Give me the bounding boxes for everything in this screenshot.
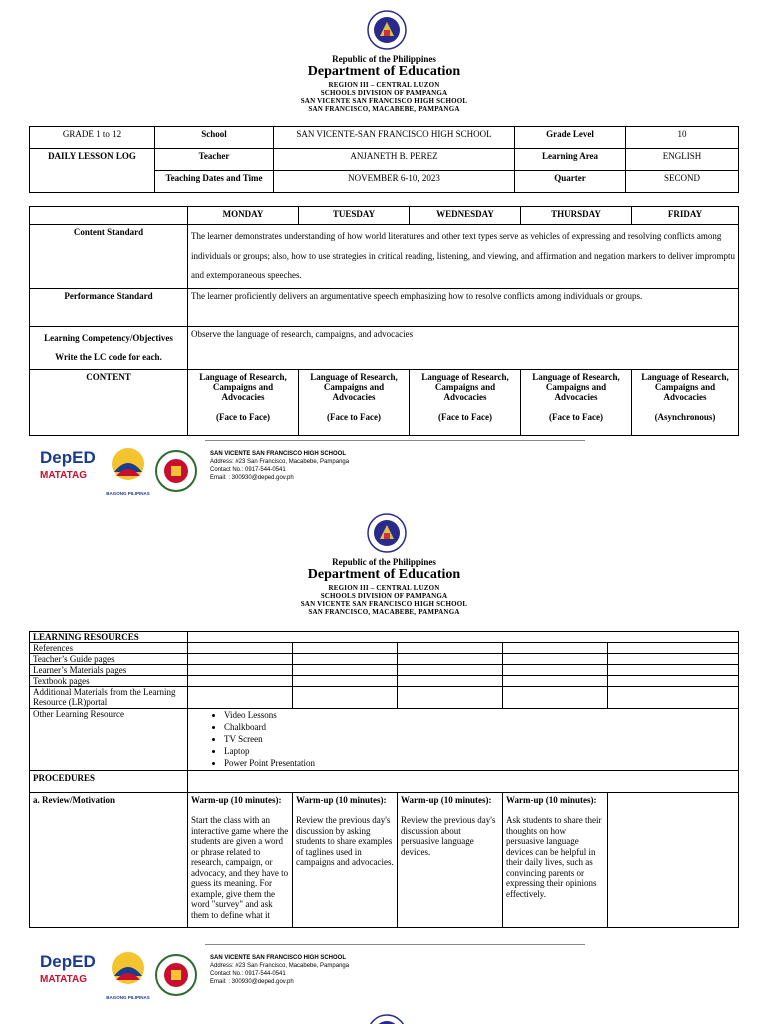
resource-cell [188, 643, 293, 654]
quarter-value: SECOND [626, 171, 739, 193]
competency-label-cell [30, 326, 188, 369]
content-mode: (Face to Face) [327, 411, 381, 422]
grade-level-label: Grade Level [515, 127, 626, 149]
content-topic: Language of Research, Campaigns and Advocacies [199, 371, 287, 402]
resource-cell [503, 676, 608, 687]
content-mode: (Face to Face) [438, 411, 492, 422]
department-heading: Department of Education [307, 567, 461, 582]
resource-cell [398, 665, 503, 676]
resource-cell [608, 676, 739, 687]
bagong-pilipinas-logo [106, 950, 150, 998]
competency-sub: Write the LC code for each. [55, 351, 162, 362]
content-topic: Language of Research, Campaigns and Advocacies [532, 371, 620, 402]
school-heading: SAN VICENTE SAN FRANCISCO HIGH SCHOOL [300, 600, 468, 608]
footer-school: SAN VICENTE SAN FRANCISCO HIGH SCHOOL [210, 955, 347, 961]
teacher-label: Teacher [155, 149, 274, 171]
content-friday [632, 369, 739, 435]
content-tuesday [299, 369, 410, 435]
deped-seal-icon [367, 10, 407, 50]
other-resource-list-cell [188, 709, 739, 771]
footer-contact: Contact No.: 0917-544-0541 [210, 467, 286, 473]
content-topic: Language of Research, Campaigns and Advocacies [421, 371, 509, 402]
region-heading: REGION III – CENTRAL LUZON [328, 584, 440, 592]
address-heading: SAN FRANCISCO, MACABEBE, PAMPANGA [308, 105, 460, 113]
day-friday: FRIDAY [632, 207, 739, 225]
resource-cell [188, 665, 293, 676]
day-monday: MONDAY [188, 207, 299, 225]
dll-cell: DAILY LESSON LOG [30, 149, 155, 193]
blank-header-cell [30, 207, 188, 225]
deped-seal-icon [367, 1014, 407, 1024]
bagong-pilipinas-text: BAGONG PILIPINAS [106, 995, 150, 1000]
resource-cell [398, 643, 503, 654]
content-mode: (Asynchronous) [654, 411, 716, 422]
review-label: a. Review/Motivation [30, 793, 188, 928]
content-topic: Language of Research, Campaigns and Advocacies [310, 371, 398, 402]
resource-row-label: Learner’s Materials pages [30, 665, 188, 676]
review-tuesday [293, 793, 398, 928]
deped-seal-icon [367, 513, 407, 553]
resource-cell [608, 643, 739, 654]
content-wednesday [410, 369, 521, 435]
day-wednesday: WEDNESDAY [410, 207, 521, 225]
competency-text: Observe the language of research, campaigns, and advocacies [188, 326, 739, 369]
bagong-pilipinas-icon [106, 950, 150, 990]
competency-label: Learning Competency/Objectives [44, 332, 173, 343]
resource-cell [293, 665, 398, 676]
list-item: • Laptop [224, 745, 738, 757]
content-mode: (Face to Face) [549, 411, 603, 422]
grade-cell: GRADE 1 to 12 [30, 127, 155, 149]
resource-cell [188, 654, 293, 665]
footer-contact: Contact No.: 0917-544-0541 [210, 971, 286, 977]
list-item: • Power Point Presentation [224, 757, 738, 769]
deped-matatag-logo [40, 952, 100, 996]
school-label: School [155, 127, 274, 149]
day-thursday: THURSDAY [521, 207, 632, 225]
other-resource-list [188, 709, 738, 769]
content-mode: (Face to Face) [216, 411, 270, 422]
resource-cell [608, 665, 739, 676]
procedures-blank [188, 771, 739, 793]
matatag-logo-text: MATATAG [40, 974, 88, 985]
warmup-label: Warm-up (10 minutes): [401, 795, 492, 805]
review-wednesday [398, 793, 503, 928]
region-heading: REGION III – CENTRAL LUZON [328, 81, 440, 89]
footer-school: SAN VICENTE SAN FRANCISCO HIGH SCHOOL [210, 451, 347, 457]
quarter-label: Quarter [515, 171, 626, 193]
warmup-label: Warm-up (10 minutes): [296, 795, 387, 805]
resource-row-label: Textbook pages [30, 676, 188, 687]
deped-logo-text: DepED [40, 952, 96, 971]
review-monday [188, 793, 293, 928]
resource-cell [293, 643, 398, 654]
list-item: • Chalkboard [224, 721, 738, 733]
resource-row-label: References [30, 643, 188, 654]
learning-area-value: ENGLISH [626, 149, 739, 171]
matatag-logo-text: MATATAG [40, 470, 88, 481]
resource-cell [608, 654, 739, 665]
resource-cell [293, 654, 398, 665]
deped-logo-text: DepED [40, 448, 96, 467]
school-seal-icon [155, 954, 197, 996]
footer-info [210, 450, 349, 482]
review-tuesday-text: Review the previous day's discussion by asking students to share examples of taglines used in campaigns and advocacies. [296, 815, 394, 867]
procedures-label: PROCEDURES [30, 771, 188, 793]
review-thursday [503, 793, 608, 928]
grade-level-value: 10 [626, 127, 739, 149]
dates-label: Teaching Dates and Time [155, 171, 274, 193]
resource-cell [503, 665, 608, 676]
review-wednesday-text: Review the previous day's discussion about persuasive language devices. [401, 815, 496, 857]
other-resource-label: Other Learning Resource [30, 709, 188, 771]
content-standard-label: Content Standard [30, 225, 188, 289]
resource-row-label: Additional Materials from the Learning Resource (LR)portal [30, 687, 188, 709]
learning-area-label: Learning Area [515, 149, 626, 171]
footer-info [210, 954, 349, 986]
department-heading: Department of Education [307, 64, 461, 79]
bagong-pilipinas-logo [106, 446, 150, 494]
teacher-value: ANJANETH B. PEREZ [274, 149, 515, 171]
footer-address: Address: #23 San Francisco, Macabebe, Pampanga [210, 963, 350, 969]
review-friday [608, 793, 739, 928]
school-seal-icon [155, 450, 197, 492]
content-monday [188, 369, 299, 435]
republic-heading: Republic of the Philippines [332, 54, 436, 64]
warmup-label: Warm-up (10 minutes): [506, 795, 597, 805]
footer-divider [205, 944, 585, 945]
resource-cell [503, 654, 608, 665]
footer-address: Address: #23 San Francisco, Macabebe, Pampanga [210, 459, 350, 465]
bagong-pilipinas-icon [106, 446, 150, 486]
resource-cell [293, 687, 398, 709]
footer-divider [205, 440, 585, 441]
footer-email: Email: : 300930@deped.gov.ph [210, 979, 294, 985]
republic-heading: Republic of the Philippines [332, 557, 436, 567]
resources-title-blank [188, 632, 739, 643]
deped-matatag-logo [40, 448, 100, 492]
school-heading: SAN VICENTE SAN FRANCISCO HIGH SCHOOL [300, 97, 468, 105]
resource-cell [503, 643, 608, 654]
resource-cell [398, 687, 503, 709]
day-tuesday: TUESDAY [299, 207, 410, 225]
content-thursday [521, 369, 632, 435]
warmup-label: Warm-up (10 minutes): [191, 795, 282, 805]
bagong-pilipinas-text: BAGONG PILIPINAS [106, 491, 150, 496]
division-heading: SCHOOLS DIVISION OF PAMPANGA [320, 592, 448, 600]
resource-cell [188, 676, 293, 687]
list-item: • TV Screen [224, 733, 738, 745]
resource-cell [503, 687, 608, 709]
resource-row-label: Teacher’s Guide pages [30, 654, 188, 665]
content-row-label: CONTENT [30, 369, 188, 435]
list-item: • Video Lessons [224, 709, 738, 721]
resource-cell [398, 654, 503, 665]
standards-table [29, 206, 739, 436]
performance-standard-text: The learner proficiently delivers an argumentative speech emphasizing how to resolve conflicts among individuals or groups. [188, 288, 739, 326]
dates-value: NOVEMBER 6-10, 2023 [274, 171, 515, 193]
resource-cell [608, 687, 739, 709]
resource-cell [398, 676, 503, 687]
content-topic: Language of Research, Campaigns and Advocacies [641, 371, 729, 402]
content-standard-text: The learner demonstrates understanding of how world literatures and other text types serve as vehicles of expressing and resolving conflicts among individuals or groups; also, how to use strategies in critical reading, listening, and viewing, and affirmation and negation markers to deliver impromptu and extemporaneous speeches. [188, 225, 739, 289]
resource-cell [293, 676, 398, 687]
performance-standard-label: Performance Standard [30, 288, 188, 326]
address-heading: SAN FRANCISCO, MACABEBE, PAMPANGA [308, 608, 460, 616]
review-monday-text: Start the class with an interactive game where the students are given a word or phrase related to research, campaign, or advocacy, and they have to guess its meaning. For example, give them the word "survey" and ask them to define what it [191, 815, 289, 920]
resources-title: LEARNING RESOURCES [30, 632, 188, 643]
footer-email: Email: : 300930@deped.gov.ph [210, 475, 294, 481]
review-thursday-text: Ask students to share their thoughts on how persuasive language devices can be helpful in their daily lives, such as convincing parents or expressing their opinions effectively. [506, 815, 602, 899]
division-heading: SCHOOLS DIVISION OF PAMPANGA [320, 89, 448, 97]
resources-table [29, 631, 739, 928]
school-value: SAN VICENTE-SAN FRANCISCO HIGH SCHOOL [274, 127, 515, 149]
info-table [29, 126, 739, 193]
resource-cell [188, 687, 293, 709]
